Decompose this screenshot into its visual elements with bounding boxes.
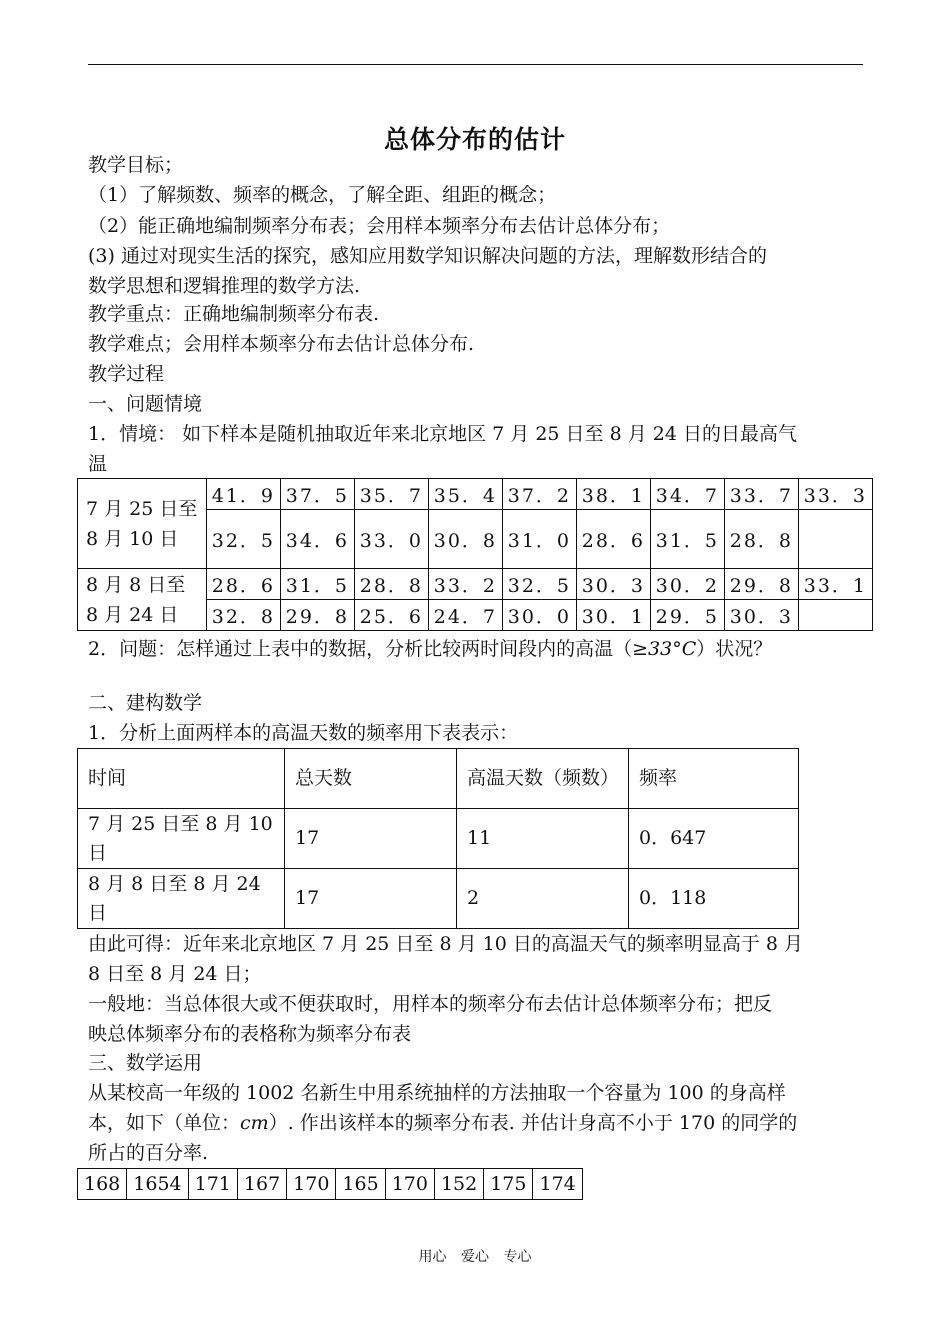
general-line-1: 一般地：当总体很大或不便获取时，用样本的频率分布去估计总体频率分布；把反	[88, 993, 773, 1015]
header-total-days: 总天数	[285, 749, 457, 809]
temp-cell: 29．8	[725, 569, 799, 600]
key-point: 教学重点：正确地编制频率分布表.	[88, 303, 380, 325]
period-2-label: 8 月 8 日至 8 月 24 日	[78, 569, 207, 631]
temp-cell: 31．5	[281, 569, 355, 600]
period-1-label: 7 月 25 日至 8 月 10 日	[78, 479, 207, 569]
header-rule	[88, 64, 863, 65]
temp-cell: 30．3	[725, 600, 799, 631]
temp-cell: 33．1	[799, 569, 873, 600]
temp-cell: 34．7	[651, 479, 725, 510]
height-cell: 171	[188, 1169, 237, 1200]
situation-line-1: 1．情境： 如下样本是随机抽取近年来北京地区 7 月 25 日至 8 月 24 日的日最高气	[88, 423, 797, 445]
temp-cell	[799, 510, 873, 569]
height-cell: 165	[336, 1169, 385, 1200]
temp-cell: 30．8	[429, 510, 503, 569]
header-hot-days: 高温天数（频数）	[457, 749, 629, 809]
analysis-line: 1．分析上面两样本的高温天数的频率用下表表示：	[88, 722, 519, 744]
difficulty: 教学难点；会用样本频率分布去估计总体分布.	[88, 333, 475, 355]
height-cell: 175	[484, 1169, 533, 1200]
temp-cell: 30．0	[503, 600, 577, 631]
temp-cell: 34．6	[281, 510, 355, 569]
freq-cell: 11	[457, 809, 629, 869]
temp-cell: 33．2	[429, 569, 503, 600]
temp-cell: 30．1	[577, 600, 651, 631]
problem-text: 本，如下（单位：	[88, 1112, 241, 1134]
freq-cell: 17	[285, 809, 457, 869]
height-cell: 152	[434, 1169, 483, 1200]
section-3-heading: 三、数学运用	[88, 1052, 203, 1074]
height-cell: 174	[533, 1169, 582, 1200]
goal-2: （2）能正确地编制频率分布表；会用样本频率分布去估计总体分布；	[88, 215, 671, 237]
freq-cell: 2	[457, 869, 629, 929]
temp-cell: 33．3	[799, 479, 873, 510]
page-footer: 用心 爱心 专心	[418, 1249, 532, 1265]
situation-line-2: 温	[88, 453, 108, 475]
temp-cell: 38．1	[577, 479, 651, 510]
freq-cell: 0．118	[629, 869, 799, 929]
temp-cell: 28．8	[355, 569, 429, 600]
temp-cell: 35．7	[355, 479, 429, 510]
freq-cell: 7 月 25 日至 8 月 10 日	[78, 809, 285, 869]
temp-cell: 24．7	[429, 600, 503, 631]
frequency-table	[77, 748, 799, 929]
problem-text-end: ）. 作出该样本的频率分布表. 并估计身高不小于 170 的同学的	[268, 1112, 798, 1134]
height-cell: 1654	[127, 1169, 188, 1200]
heights-table	[77, 1168, 583, 1200]
temp-cell: 41．9	[207, 479, 281, 510]
freq-cell: 8 月 8 日至 8 月 24 日	[78, 869, 285, 929]
header-time: 时间	[78, 749, 285, 809]
general-line-2: 映总体频率分布的表格称为频率分布表	[88, 1023, 412, 1045]
process-heading: 教学过程	[88, 363, 165, 385]
section-1-heading: 一、问题情境	[88, 393, 203, 415]
temp-cell: 32．5	[207, 510, 281, 569]
temp-cell: 31．5	[651, 510, 725, 569]
goal-3-line-1: (3) 通过对现实生活的探究，感知应用数学知识解决问题的方法，理解数形结合的	[88, 245, 767, 267]
temp-cell: 30．2	[651, 569, 725, 600]
conclusion-line-2: 8 日至 8 月 24 日；	[88, 963, 262, 985]
freq-cell: 0．647	[629, 809, 799, 869]
problem-line-1: 从某校高一年级的 1002 名新生中用系统抽样的方法抽取一个容量为 100 的身高样	[88, 1082, 786, 1104]
temp-cell: 37．2	[503, 479, 577, 510]
question-line	[88, 634, 868, 664]
goal-1: （1）了解频数、频率的概念，了解全距、组距的概念；	[88, 184, 557, 206]
temp-cell: 32．5	[503, 569, 577, 600]
goals-heading: 教学目标；	[88, 154, 184, 176]
temp-cell: 28．6	[207, 569, 281, 600]
height-cell: 170	[385, 1169, 434, 1200]
temp-cell: 33．7	[725, 479, 799, 510]
problem-line-2	[88, 1108, 868, 1138]
height-cell: 170	[287, 1169, 336, 1200]
height-cell: 168	[78, 1169, 127, 1200]
goal-3-line-2: 数学思想和逻辑推理的数学方法.	[88, 275, 361, 297]
temp-cell: 29．5	[651, 600, 725, 631]
temp-cell: 30．3	[577, 569, 651, 600]
temp-cell: 25．6	[355, 600, 429, 631]
conclusion-line-1: 由此可得：近年来北京地区 7 月 25 日至 8 月 10 日的高温天气的频率明显高于 8 月	[88, 933, 804, 955]
temp-cell	[799, 600, 873, 631]
temperature-threshold: ≥33°C	[632, 638, 697, 660]
temp-cell: 29．8	[281, 600, 355, 631]
temp-cell: 37．5	[281, 479, 355, 510]
freq-cell: 17	[285, 869, 457, 929]
temp-cell: 33．0	[355, 510, 429, 569]
height-cell: 167	[237, 1169, 286, 1200]
section-2-heading: 二、建构数学	[88, 692, 203, 714]
unit-cm: cm	[240, 1112, 269, 1134]
question-text: 2．问题：怎样通过上表中的数据，分析比较两时间段内的高温（	[88, 638, 633, 660]
header-frequency: 频率	[629, 749, 799, 809]
page-title: 总体分布的估计	[383, 125, 566, 154]
temp-cell: 32．8	[207, 600, 281, 631]
temp-cell: 35．4	[429, 479, 503, 510]
question-text-end: ）状况？	[696, 638, 773, 660]
problem-line-3: 所占的百分率.	[88, 1142, 209, 1164]
temp-cell: 28．6	[577, 510, 651, 569]
temp-cell: 28．8	[725, 510, 799, 569]
temperature-table	[77, 478, 873, 631]
temp-cell: 31．0	[503, 510, 577, 569]
